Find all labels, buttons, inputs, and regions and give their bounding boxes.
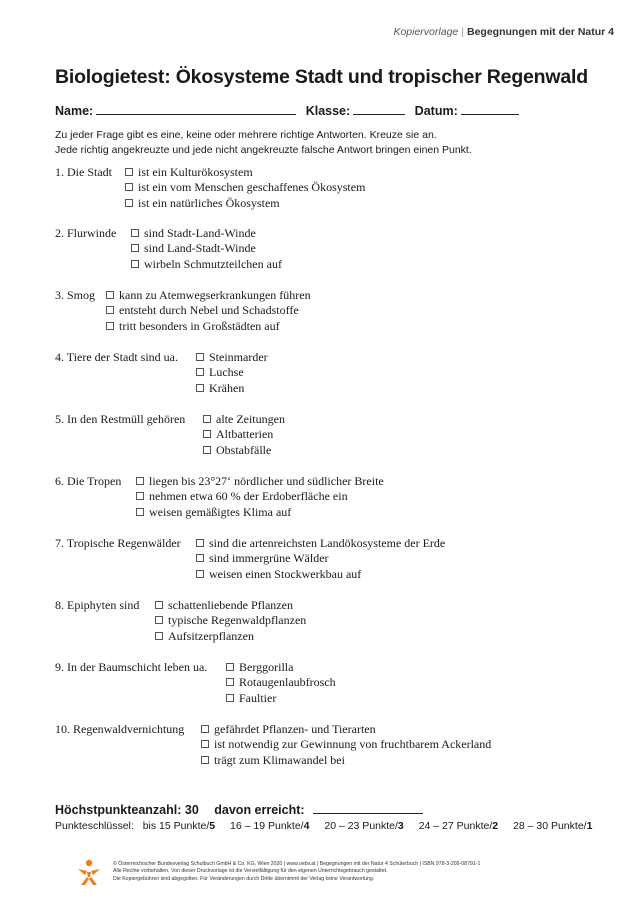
- answer-option[interactable]: nehmen etwa 60 % der Erdoberfläche ein: [136, 489, 384, 504]
- checkbox-icon[interactable]: [106, 322, 114, 330]
- answer-option[interactable]: ist ein vom Menschen geschaffenes Ökosystem: [125, 180, 365, 195]
- answer-option[interactable]: Krähen: [196, 381, 268, 396]
- checkbox-icon[interactable]: [201, 725, 209, 733]
- checkbox-icon[interactable]: [136, 477, 144, 485]
- kopiervorlage-label: Kopiervorlage: [393, 26, 459, 38]
- grading-key-item: 20 – 23 Punkte/3: [324, 820, 404, 832]
- answer-option[interactable]: Rotaugenlaubfrosch: [226, 675, 336, 690]
- grading-key-label: Punkteschlüssel:: [55, 820, 134, 832]
- checkbox-icon[interactable]: [201, 740, 209, 748]
- question-label: 5. In den Restmüll gehören: [55, 412, 186, 426]
- checkbox-icon[interactable]: [155, 601, 163, 609]
- student-info-row: [55, 102, 519, 118]
- name-line: [96, 102, 296, 115]
- series-title: Begegnungen mit der Natur 4: [466, 26, 614, 38]
- class-line: [353, 102, 405, 115]
- answer-option[interactable]: Obstabfälle: [203, 443, 285, 458]
- answer-option[interactable]: Faultier: [226, 691, 336, 706]
- footer-text: [113, 861, 480, 883]
- answer-option[interactable]: schattenliebende Pflanzen: [155, 598, 306, 613]
- class-label: Klasse:: [305, 104, 351, 118]
- answer-option[interactable]: typische Regenwaldpflanzen: [155, 613, 306, 628]
- instructions: [55, 128, 595, 157]
- question-label: 6. Die Tropen: [55, 474, 122, 488]
- answer-option[interactable]: sind Land-Stadt-Winde: [131, 241, 282, 256]
- checkbox-icon[interactable]: [196, 368, 204, 376]
- checkbox-icon[interactable]: [125, 199, 133, 207]
- checkbox-icon[interactable]: [136, 508, 144, 516]
- checkbox-icon[interactable]: [106, 306, 114, 314]
- instruction-line: Jede richtig angekreuzte und jede nicht angekreuzte falsche Antwort bringen einen Punkt.: [55, 143, 472, 156]
- checkbox-icon[interactable]: [131, 244, 139, 252]
- checkbox-icon[interactable]: [131, 260, 139, 268]
- publisher-logo-icon: [75, 859, 103, 887]
- checkbox-icon[interactable]: [131, 229, 139, 237]
- score-row: [55, 802, 423, 817]
- checkbox-icon[interactable]: [155, 616, 163, 624]
- answer-option[interactable]: alte Zeitungen: [203, 412, 285, 427]
- answer-option[interactable]: liegen bis 23°27‘ nördlicher und südlicher Breite: [136, 474, 384, 489]
- checkbox-icon[interactable]: [196, 554, 204, 562]
- achieved-points-label: davon erreicht:: [214, 803, 305, 817]
- page-title: Biologietest: Ökosysteme Stadt und tropischer Regenwald: [55, 66, 588, 88]
- max-points-label: Höchstpunkteanzahl: 30: [55, 803, 199, 817]
- checkbox-icon[interactable]: [196, 353, 204, 361]
- fees-line: Die Kopiergebühren sind abgegolten. Für Veränderungen durch Dritte übernimmt der Verlag keine Verantwortung.: [113, 875, 375, 882]
- answer-option[interactable]: kann zu Atemwegserkrankungen führen: [106, 288, 311, 303]
- answer-option[interactable]: sind die artenreichsten Landökosysteme der Erde: [196, 536, 445, 551]
- answer-option[interactable]: tritt besonders in Großstädten auf: [106, 319, 311, 334]
- answer-option[interactable]: ist ein Kulturökosystem: [125, 165, 365, 180]
- page-header: [393, 26, 614, 38]
- grading-key-item: bis 15 Punkte/5: [142, 820, 216, 832]
- question-label: 1. Die Stadt: [55, 165, 112, 179]
- answer-option[interactable]: wirbeln Schmutzteilchen auf: [131, 257, 282, 272]
- answer-option[interactable]: ist ein natürliches Ökosystem: [125, 196, 365, 211]
- question-label: 8. Epiphyten sind: [55, 598, 140, 612]
- answer-option[interactable]: entsteht durch Nebel und Schadstoffe: [106, 303, 311, 318]
- answer-option[interactable]: trägt zum Klimawandel bei: [201, 753, 491, 768]
- question-label: 3. Smog: [55, 288, 96, 302]
- grading-key-item: 16 – 19 Punkte/4: [230, 820, 310, 832]
- date-label: Datum:: [414, 104, 458, 118]
- name-label: Name:: [55, 104, 94, 118]
- header-separator: |: [461, 26, 464, 38]
- checkbox-icon[interactable]: [203, 430, 211, 438]
- answer-option[interactable]: gefährdet Pflanzen- und Tierarten: [201, 722, 491, 737]
- checkbox-icon[interactable]: [106, 291, 114, 299]
- copyright-line: © Österreichischer Bundesverlag Schulbuch GmbH & Co. KG, Wien 2020 | www.oebv.at | Begegnungen mit der Natur 4 Schülerbuch | ISBN 978-3-209-08791-1: [113, 861, 481, 867]
- checkbox-icon[interactable]: [196, 539, 204, 547]
- question-label: 10. Regenwaldvernichtung: [55, 722, 185, 736]
- answer-option[interactable]: Altbatterien: [203, 427, 285, 442]
- checkbox-icon[interactable]: [226, 663, 234, 671]
- checkbox-icon[interactable]: [201, 756, 209, 764]
- question-label: 9. In der Baumschicht leben ua.: [55, 660, 208, 674]
- answer-option[interactable]: Berggorilla: [226, 660, 336, 675]
- checkbox-icon[interactable]: [226, 678, 234, 686]
- checkbox-icon[interactable]: [203, 446, 211, 454]
- answer-option[interactable]: Aufsitzerpflanzen: [155, 629, 306, 644]
- checkbox-icon[interactable]: [203, 415, 211, 423]
- rights-line: Alle Rechte vorbehalten. Von dieser Druckvorlage ist die Vervielfältigung für den eigenen Unterrichtsgebrauch gestattet.: [113, 868, 388, 875]
- achieved-points-line: [313, 802, 423, 814]
- answer-option[interactable]: sind immergrüne Wälder: [196, 551, 445, 566]
- checkbox-icon[interactable]: [136, 492, 144, 500]
- grading-key: [55, 820, 592, 832]
- question-label: 4. Tiere der Stadt sind ua.: [55, 350, 178, 364]
- checkbox-icon[interactable]: [125, 183, 133, 191]
- checkbox-icon[interactable]: [155, 632, 163, 640]
- answer-option[interactable]: Luchse: [196, 365, 268, 380]
- date-line: [461, 102, 519, 115]
- grading-key-item: 28 – 30 Punkte/1: [513, 820, 593, 832]
- answer-option[interactable]: weisen einen Stockwerkbau auf: [196, 567, 445, 582]
- question-label: 2. Flurwinde: [55, 226, 117, 240]
- grading-key-item: 24 – 27 Punkte/2: [418, 820, 499, 832]
- checkbox-icon[interactable]: [196, 384, 204, 392]
- checkbox-icon[interactable]: [196, 570, 204, 578]
- instruction-line: Zu jeder Frage gibt es eine, keine oder mehrere richtige Antworten. Kreuze sie an.: [55, 129, 437, 141]
- answer-option[interactable]: weisen gemäßigtes Klima auf: [136, 505, 384, 520]
- answer-option[interactable]: sind Stadt-Land-Winde: [131, 226, 282, 241]
- answer-option[interactable]: ist notwendig zur Gewinnung von fruchtbarem Ackerland: [201, 737, 491, 752]
- answer-option[interactable]: Steinmarder: [196, 350, 268, 365]
- checkbox-icon[interactable]: [125, 168, 133, 176]
- question-label: 7. Tropische Regenwälder: [55, 536, 181, 550]
- checkbox-icon[interactable]: [226, 694, 234, 702]
